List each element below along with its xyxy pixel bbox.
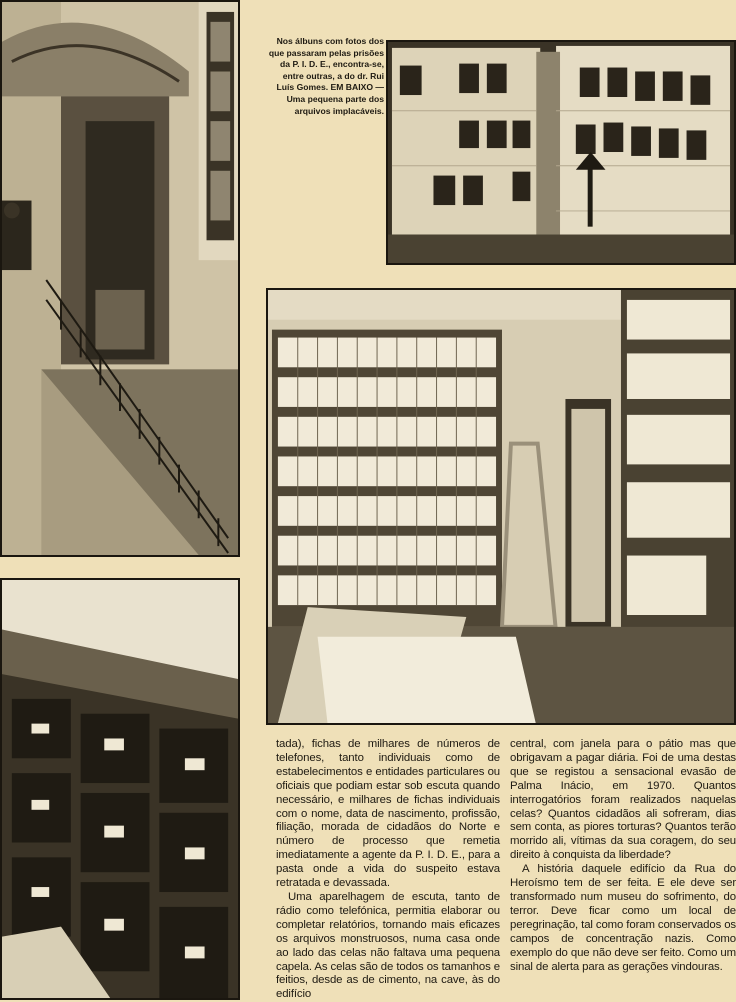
article-paragraph: tada), fichas de milhares de números de telefones, tanto individuais como de estabelecimentos e entidades particulares ou oficiais que podiam estar sob escuta quando necessário, e milhares de fichas individuais com o nome, data de nascimento, profissão, filiação, morada de cidadãos do Norte e número de processo que remetia imediatamente a agente da P. I. D. E., para a pasta onde a vida do suspeito estava retratada e devassada.	[276, 738, 500, 890]
photo-filing-cabinets	[0, 578, 240, 1000]
article-paragraph: Uma aparelhagem de escuta, tanto de rádio como telefónica, permitia elaborar ou completar relatórios, tornando mais eficazes os arquivos monstruosos, numa casa onde ao lado das celas não faltava uma pequena capela. As celas são de todos os tamanhos e feitios, desde as de cimento, na cave, às do edifício	[276, 890, 500, 1001]
photo-building-staircase	[0, 0, 240, 557]
article-paragraph: A história daquele edifício da Rua do Heroísmo tem de ser feita. E ele deve ser transformado num museu do sofrimento, do terror. Deve ficar como um local de peregrinação, tal como foram conservados os campos de concentração nazis. Como exemplo do que não deve ser feito. Como um sinal de alerta para as gerações vindouras.	[510, 863, 736, 973]
photo-caption: Nos álbuns com fotos dos que passaram pelas prisões da P. I. D. E., encontra-se, entre outras, a do dr. Rui Luís Gomes. EM BAIXO — Uma pequena parte dos arquivos implacáveis.	[268, 36, 384, 116]
article-paragraph: central, com janela para o pátio mas que obrigavam a pagar diária. Foi de uma destas que se registou a sensacional evasão de Palma Inácio, em 1970. Quantos interrogatórios foram realizados naquelas celas? Quantos cidadãos ali sofreram, dias sem conta, as piores torturas? Quantos terão morrido ali, vítimas da sua coragem, do seu direito à conquista da liberdade?	[510, 738, 736, 862]
photo-prisoner-albums	[386, 40, 736, 265]
article-column-right	[510, 738, 736, 974]
article-column-left	[276, 738, 500, 1002]
photo-archive-room	[266, 288, 736, 725]
